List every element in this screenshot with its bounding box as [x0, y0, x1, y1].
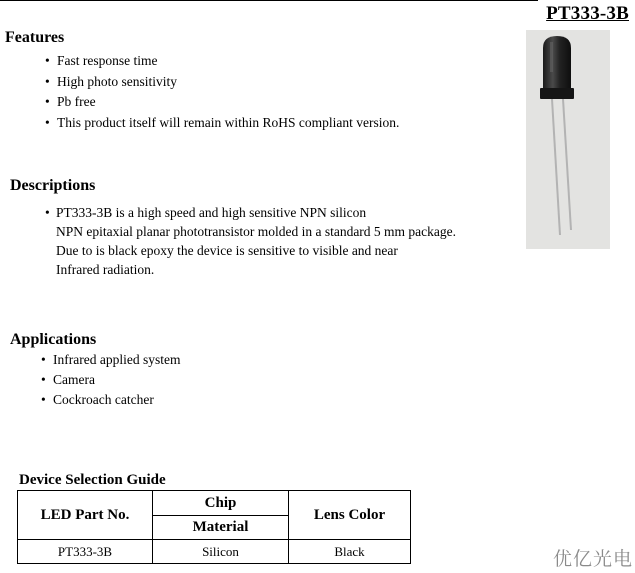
- applications-heading: Applications: [10, 331, 97, 348]
- table-row: [18, 540, 411, 564]
- features-list: [45, 53, 399, 135]
- top-rule: [0, 0, 538, 1]
- cell-lens: Black: [289, 540, 411, 564]
- col-header-material: Material: [153, 516, 289, 540]
- features-heading: Features: [5, 29, 65, 46]
- descriptions-text: [45, 203, 456, 279]
- col-header-chip: Chip: [153, 491, 289, 516]
- description-line: Due to is black epoxy the device is sensitive to visible and near: [56, 243, 398, 258]
- device-guide-heading: Device Selection Guide: [19, 472, 166, 488]
- col-header-part: LED Part No.: [18, 491, 153, 540]
- part-number-title: PT333-3B: [546, 3, 629, 24]
- feature-item: • High photo sensitivity: [45, 74, 399, 95]
- product-photo: [526, 30, 610, 249]
- cell-material: Silicon: [153, 540, 289, 564]
- col-header-lens: Lens Color: [289, 491, 411, 540]
- descriptions-heading: Descriptions: [10, 177, 96, 194]
- cell-part: PT333-3B: [18, 540, 153, 564]
- application-item: • Infrared applied system: [41, 352, 180, 372]
- feature-item: • Pb free: [45, 94, 399, 115]
- phototransistor-icon: [526, 30, 610, 249]
- watermark: 优亿光电: [552, 548, 633, 570]
- description-line: NPN epitaxial planar phototransistor molded in a standard 5 mm package.: [56, 224, 457, 239]
- application-item: • Camera: [41, 372, 180, 392]
- feature-item: • This product itself will remain within RoHS compliant version.: [45, 115, 399, 136]
- application-item: • Cockroach catcher: [41, 392, 180, 412]
- description-line: Infrared radiation.: [56, 262, 155, 277]
- feature-item: • Fast response time: [45, 53, 399, 74]
- description-line: • PT333-3B is a high speed and high sensitive NPN silicon: [45, 203, 456, 222]
- device-selection-table: [17, 490, 411, 564]
- applications-list: [41, 352, 180, 412]
